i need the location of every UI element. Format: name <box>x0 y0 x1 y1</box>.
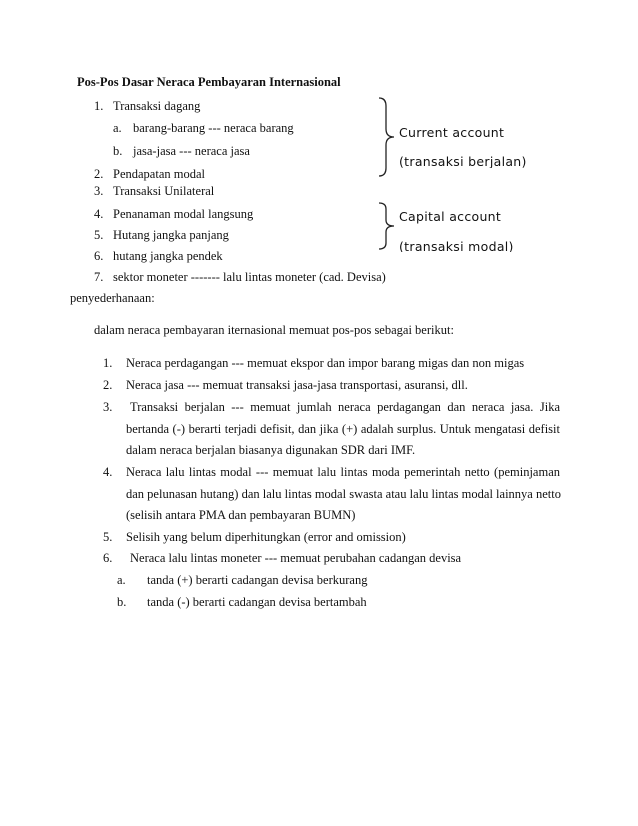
list2-number: 4. <box>103 465 113 479</box>
list2-subletter: a. <box>117 573 126 587</box>
list2-line: Selisih yang belum diperhitungkan (error and omission) <box>126 530 406 544</box>
list2-line: Transaksi berjalan --- memuat jumlah neraca perdagangan dan neraca jasa. Jika <box>130 400 560 414</box>
list2-subletter: b. <box>117 595 127 609</box>
list2-line: Neraca perdagangan --- memuat ekspor dan impor barang migas dan non migas <box>126 356 525 370</box>
capital-account-note-clip <box>399 241 539 252</box>
list1-number: 7. <box>94 270 104 284</box>
current-account-note: (transaksi berjalan) <box>399 156 527 168</box>
list2-line: (selisih antara PMA dan pembayaran BUMN) <box>126 508 356 522</box>
list1-item-text: Transaksi Unilateral <box>113 184 215 198</box>
list2-number: 2. <box>103 378 113 392</box>
curly-brace-icon <box>376 96 398 178</box>
list1-item-text: Pendapatan modal <box>113 167 205 181</box>
list1-number: 4. <box>94 207 104 221</box>
list1-item-text: hutang jangka pendek <box>113 249 223 263</box>
list2-number: 5. <box>103 530 113 544</box>
list1-number: 5. <box>94 228 104 242</box>
list2-line: dan pelunasan hutang) dan lalu lintas modal swasta atau lalu lintas modal lainnya netto <box>126 487 561 501</box>
intro-text: dalam neraca pembayaran iternasional memuat pos-pos sebagai berikut: <box>94 323 454 337</box>
current-account-note-clip <box>399 156 539 168</box>
list1-item-text: Transaksi dagang <box>113 99 201 113</box>
list1-number: 3. <box>94 184 104 198</box>
list1-subletter: b. <box>113 144 123 158</box>
curly-brace-icon <box>376 201 398 251</box>
list2-line: tanda (+) berarti cadangan devisa berkurang <box>147 573 368 587</box>
list1-item-text: jasa-jasa --- neraca jasa <box>133 144 250 158</box>
list2-number: 6. <box>103 551 113 565</box>
list1-subletter: a. <box>113 121 122 135</box>
current-account-label: Current account <box>399 125 505 140</box>
list1-number: 1. <box>94 99 104 113</box>
list2-number: 3. <box>103 400 113 414</box>
list2-line: Neraca jasa --- memuat transaksi jasa-jasa transportasi, asuransi, dll. <box>126 378 468 392</box>
list1-number: 6. <box>94 249 104 263</box>
list1-item-text: sektor moneter ------- lalu lintas moneter (cad. Devisa) <box>113 270 386 284</box>
list1-item-text: barang-barang --- neraca barang <box>133 121 294 135</box>
list1-item-text: Hutang jangka panjang <box>113 228 229 242</box>
capital-account-label: Capital account <box>399 209 502 224</box>
list2-number: 1. <box>103 356 113 370</box>
list1-item-text: Penanaman modal langsung <box>113 207 254 221</box>
list2-line: tanda (-) berarti cadangan devisa bertambah <box>147 595 367 609</box>
list2-line: Neraca lalu lintas modal --- memuat lalu lintas moda pemerintah netto (peminjaman <box>126 465 560 479</box>
page-title: Pos-Pos Dasar Neraca Pembayaran Internasional <box>77 75 341 89</box>
list2-line: dalam neraca berjalan biasanya digunakan SDR dari IMF. <box>126 443 416 457</box>
simplification-label: penyederhanaan: <box>70 291 155 305</box>
list1-number: 2. <box>94 167 104 181</box>
list2-line: bertanda (-) berarti terjadi defisit, dan jika (+) adalah surplus. Untuk mengatasi defisit <box>126 422 560 436</box>
capital-account-note: (transaksi modal) <box>399 241 514 252</box>
list2-line: Neraca lalu lintas moneter --- memuat perubahan cadangan devisa <box>130 551 462 565</box>
